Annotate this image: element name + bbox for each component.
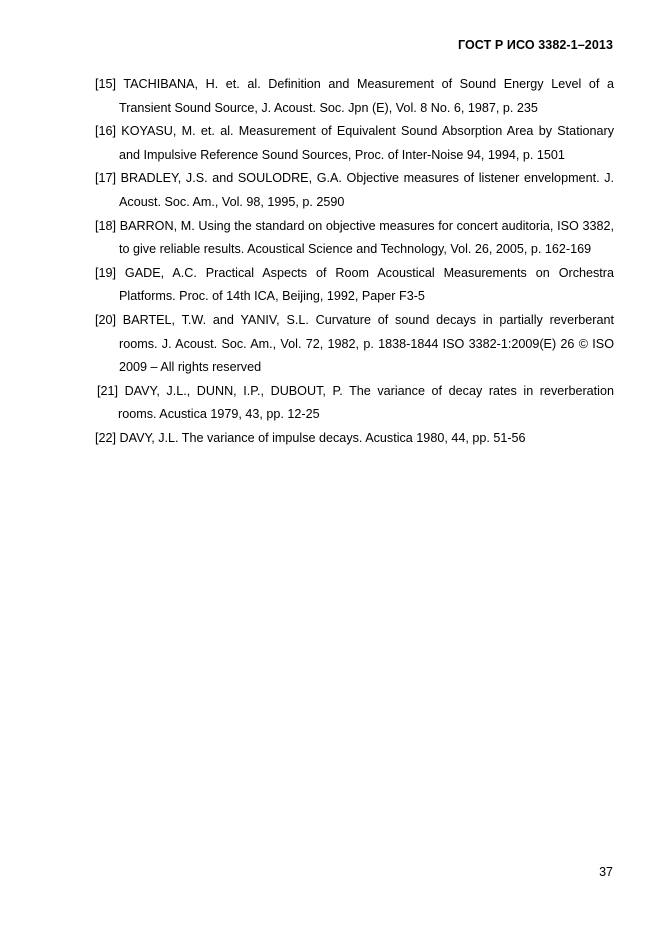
reference-item-22: [22] DAVY, J.L. The variance of impulse decays. Acustica 1980, 44, pp. 51-56 xyxy=(95,430,526,445)
reference-item-16: [16] KOYASU, M. et. al. Measurement of Equivalent Sound Absorption Area by Stationary and Impulsive Reference Sound Sources, Proc. of Inter-Noise 94, 1994, p. 1501 xyxy=(95,124,614,162)
reference-item-15: [15] TACHIBANA, H. et. al. Definition and Measurement of Sound Energy Level of a Transient Sound Source, J. Acoust. Soc. Jpn (E), Vol. 8 No. 6, 1987, p. 235 xyxy=(95,77,614,115)
reference-item-18: [18] BARRON, M. Using the standard on objective measures for concert auditoria, ISO 3382, to give reliable results. Acoustical Science and Technology, Vol. 26, 2005, p. 162-169 xyxy=(95,218,614,257)
reference-item-17: [17] BRADLEY, J.S. and SOULODRE, G.A. Objective measures of listener envelopment. J. Acoust. Soc. Am., Vol. 98, 1995, p. 2590 xyxy=(95,171,614,209)
reference-list xyxy=(95,73,614,451)
reference-item-21: [21] DAVY, J.L., DUNN, I.P., DUBOUT, P. The variance of decay rates in reverberation rooms. Acustica 1979, 43, pp. 12-25 xyxy=(97,383,614,422)
reference-item-19: [19] GADE, A.C. Practical Aspects of Room Acoustical Measurements on Orchestra Platforms. Proc. of 14th ICA, Beijing, 1992, Paper F3-5 xyxy=(95,265,614,304)
document-code-header: ГОСТ Р ИСО 3382-1–2013 xyxy=(457,38,613,52)
reference-item-20: [20] BARTEL, T.W. and YANIV, S.L. Curvature of sound decays in partially reverberant rooms. J. Acoust. Soc. Am., Vol. 72, 1982, p. 1838-1844 ISO 3382-1:2009(E) 26 © ISO 2009 – All rights reserved xyxy=(95,312,614,375)
page-number: 37 xyxy=(599,865,613,879)
